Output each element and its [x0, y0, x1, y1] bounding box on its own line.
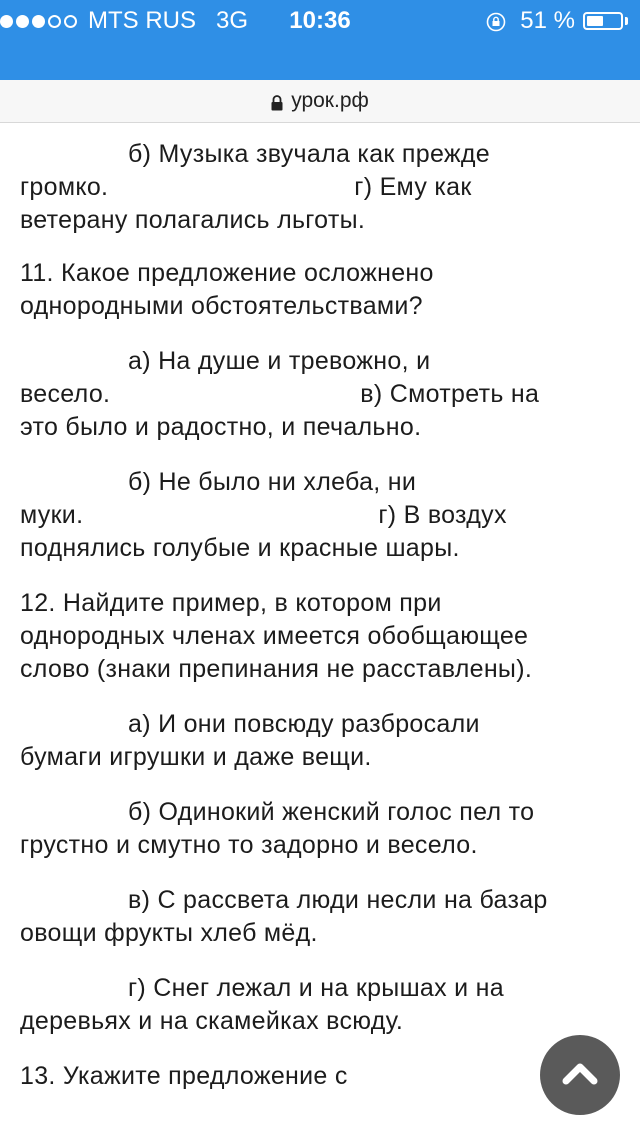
- battery-icon: [583, 12, 623, 30]
- q11-option-b-line1: б) Не было ни хлеба, ни: [128, 468, 417, 496]
- padlock-icon: [271, 93, 283, 109]
- carrier-name: MTS RUS: [88, 7, 196, 34]
- option-b-line1: б) Музыка звучала как прежде: [128, 140, 490, 168]
- network-type: 3G: [216, 7, 249, 34]
- question-11-options-a-v: [20, 345, 620, 444]
- q11-option-a-line2: весело.: [20, 380, 111, 408]
- q12-option-v-line1: в) С рассвета люди несли на базар: [128, 886, 548, 914]
- scroll-to-top-button[interactable]: [540, 1035, 620, 1115]
- question-11-line1: 11. Какое предложение осложнено: [20, 259, 434, 287]
- question-11-line2: однородными обстоятельствами?: [20, 292, 423, 320]
- q12-option-b-line1: б) Одинокий женский голос пел то: [128, 798, 535, 826]
- q11-option-a-line1: а) На душе и тревожно, и: [128, 347, 431, 375]
- option-g-line2: ветерану полагались льготы.: [20, 206, 366, 234]
- question-12-line2: однородных членах имеется обобщающее: [20, 622, 529, 650]
- q12-option-b: [20, 796, 620, 862]
- q11-option-g-line2: поднялись голубые и красные шары.: [20, 534, 460, 562]
- page-content: [20, 122, 620, 1093]
- option-g-line1: г) Ему как: [354, 173, 472, 201]
- battery-level: [587, 16, 603, 26]
- question-12: [20, 587, 620, 686]
- address-bar[interactable]: [0, 80, 640, 123]
- q11-option-b-line2: муки.: [20, 501, 84, 529]
- question-13-line1: 13. Укажите предложение с: [20, 1062, 348, 1090]
- question-12-line3: слово (знаки препинания не расставлены).: [20, 655, 533, 683]
- battery-percent: 51 %: [520, 7, 575, 34]
- q12-option-a-line2: бумаги игрушки и даже вещи.: [20, 743, 372, 771]
- q12-option-g-line1: г) Снег лежал и на крышах и на: [128, 974, 504, 1002]
- q12-option-a-line1: а) И они повсюду разбросали: [128, 710, 480, 738]
- q12-option-b-line2: грустно и смутно то задорно и весело.: [20, 831, 478, 859]
- q12-option-v-line2: овощи фрукты хлеб мёд.: [20, 919, 318, 947]
- options-block-prev: [20, 138, 620, 237]
- url-text: урок.рф: [291, 89, 369, 112]
- q12-option-v: [20, 884, 620, 950]
- q11-option-g-line1: г) В воздух: [378, 501, 507, 529]
- status-bar: [0, 0, 640, 80]
- rotation-lock-icon: [486, 11, 506, 31]
- q11-option-v-line2: это было и радостно, и печально.: [20, 413, 422, 441]
- q12-option-g: [20, 972, 620, 1038]
- question-11-options-b-g: [20, 466, 620, 565]
- q12-option-a: [20, 708, 620, 774]
- question-11: [20, 257, 620, 323]
- status-time: 10:36: [289, 7, 351, 34]
- q12-option-g-line2: деревьях и на скамейках всюду.: [20, 1007, 404, 1035]
- question-13: [20, 1060, 620, 1093]
- question-12-line1: 12. Найдите пример, в котором при: [20, 589, 442, 617]
- chevron-up-icon: [562, 1061, 598, 1090]
- status-right: [486, 6, 628, 36]
- q11-option-v-line1: в) Смотреть на: [360, 380, 540, 408]
- option-b-line2: громко.: [20, 173, 109, 201]
